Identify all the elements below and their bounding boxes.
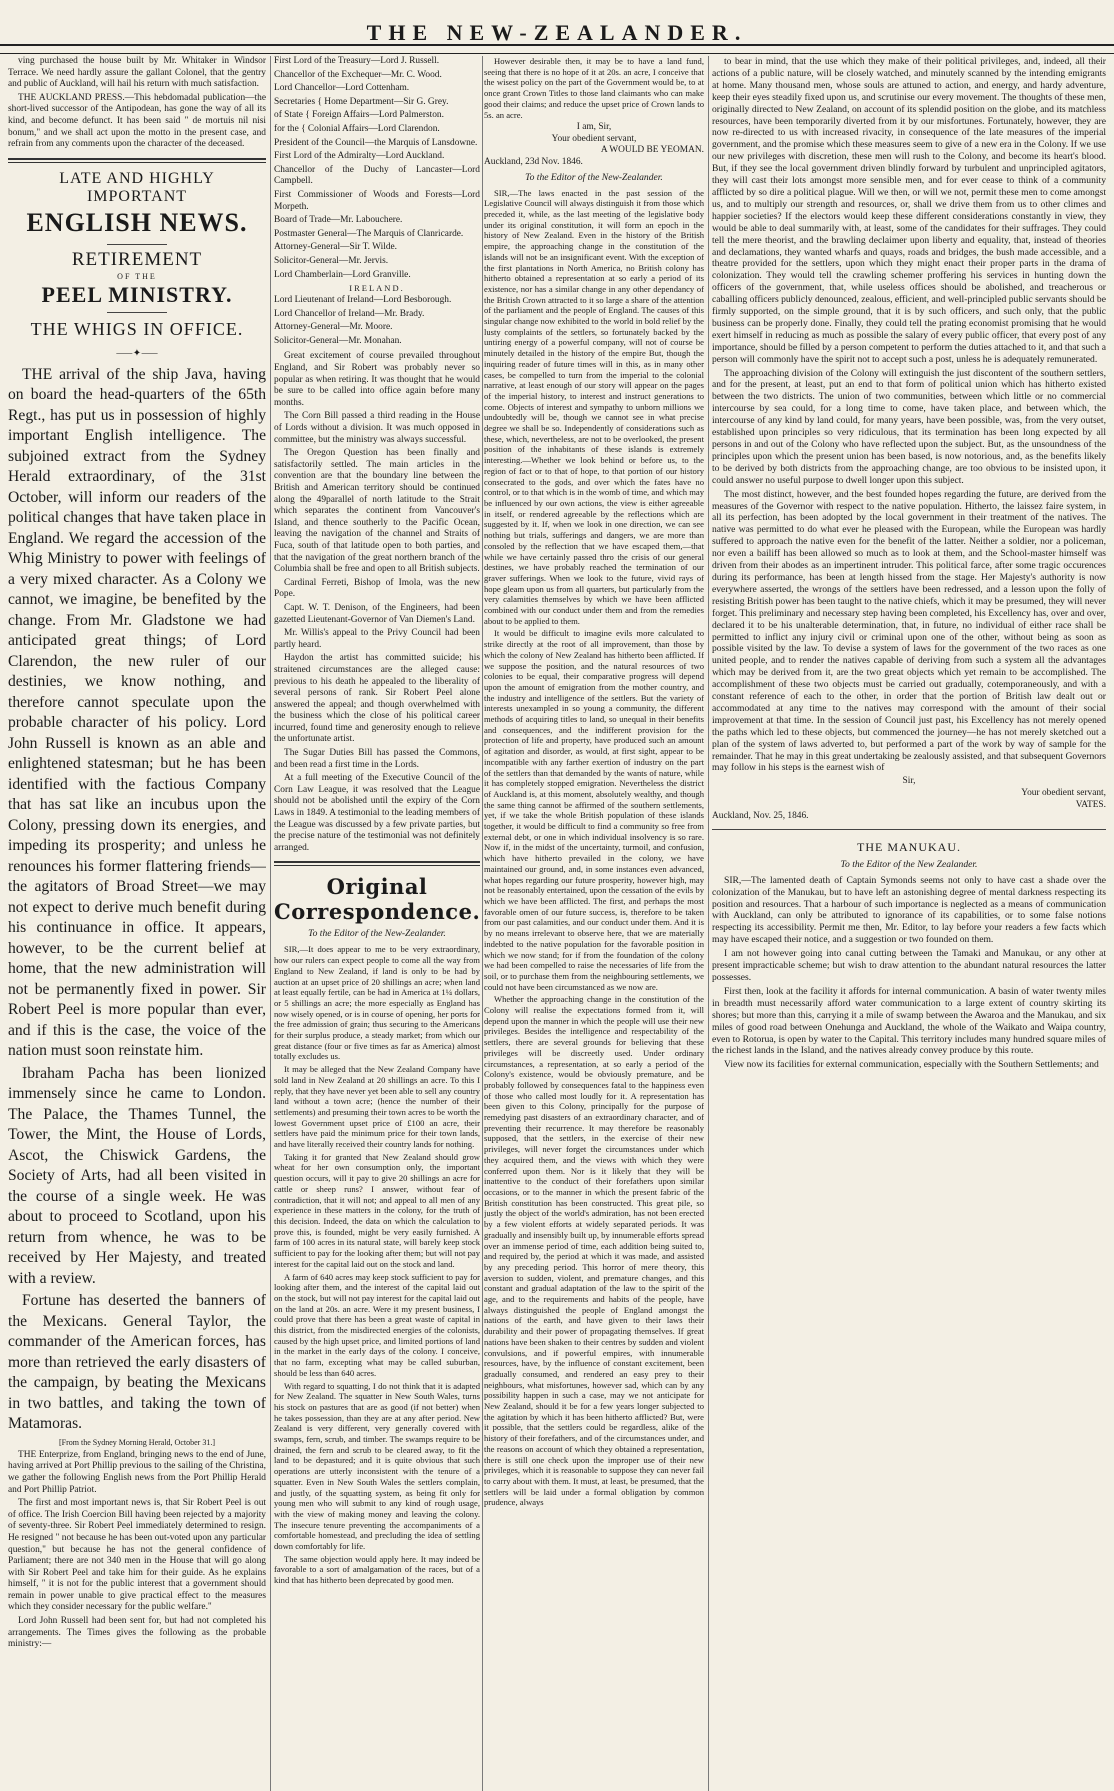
paragraph: Lord John Russell had been sent for, but had not completed his arrangements. The Times gives the following as the probable ministry:— [8, 1616, 266, 1650]
paragraph: First then, look at the facility it affords for internal communication. A basin of water twenty miles in breadth must necessarily afford water communication to a large extent of country skirting its shores; but more than this, carrying it a mile of swamp between the Awaroa and the Manukau, and six miles of good road between Onehunga and Auckland, the whole of the Waikato and Waipa country, even to Rotorua, is open by water to the Capital. This territory includes many hundred square miles of the richest lands in the Island, and the natives already convey produce by this route. [712, 985, 1106, 1057]
to-editor-line: To the Editor of the New Zealander. [840, 858, 978, 870]
paragraph: Cardinal Ferreti, Bishop of Imola, was the new Pope. [274, 577, 480, 600]
headline-of-the: OF THE [117, 271, 157, 281]
signoff-date: Auckland, Nov. 25, 1846. [712, 811, 809, 822]
ministry-line: Chancellor of the Exchequer—Mr. C. Wood. [274, 69, 442, 80]
paragraph: THE AUCKLAND PRESS.—This hebdomadal publication—the short-lived successor of the Antipodean, has gone the way of all its kind, and become defunct. It has been said " de mortuis nil nisi bonum," and we shall act upon the motto in the present case, and refrain from any comments upon the character of the deceased. [8, 92, 266, 150]
paragraph: The Corn Bill passed a third reading in the House of Lords without a division. It was much opposed in committee, but the ministry was always successful. [274, 411, 480, 445]
paragraph: The Sugar Duties Bill has passed the Commons, and been read a first time in the Lords. [274, 748, 480, 770]
ministry-line: Solicitor-General—Mr. Jervis. [274, 255, 389, 266]
paragraph: However desirable then, it may be to have a land fund, seeing that there is no hope of it at 20s. an acre, I conceive that the wisest policy on the part of the Government would be, to at once grant Crown Titles to those land claimants who can make good their claims; and reduce the upset price of Crown lands to 5s. an acre. [484, 56, 704, 120]
paragraph: The most distinct, however, and the best founded hopes regarding the future, are derived from the measures of the Governor with respect to the native population. Hitherto, the laissez faire system, in all its perfection, has been adopted by the local government in their treatment of the natives. The native was permitted to do what ever he pleased with the European, while the European was hardly suffered to approach the native even for the benefit of the latter. Neither a soldier, nor a policeman, nor even a bailiff has been allowed so much as to look at them, and the School-master himself was driven from their abodes as an impertinent intruder. This political farce, after some tragic occurences during its performance, has been at length hissed from the stage. Her Majesty's authority is now everywhere asserted, the wrongs of the settlers have been redressed, and a lesson upon the folly of resisting British power has been taught to the native chiefs, which it may be presumed, they will never forget. This preliminary and necessary step having been completed, his Excellency has, over and over, declared it to be his unalterable determination, that, in future, no individual of either race shall be permitted to inflict any injury civil or criminal upon one of the other, without being as soon as possible visited by the law. To devise a system of laws for the government of the two races as one united people, and to render the natives capable of deriving from such a system all the advantages which may be derived from it, are the two great objects which yet remain to be accomplished. The accomplishment of these two objects must be carried out gradually, cotemporaneously, and with a constant reference of each to the other, in order that the portion of British law dealt out or accommodated at any time to the natives may correspond with the amount of their social improvement at that time. In the session of Council just past, his Excellency has not merely opened the paths which led to these objects, but commenced the journey—he has not merely sketched out a plan of the system of laws adverted to, but performed a part of the work by way of sample for the remainder. That he may in this great undertaking be zealously assisted, and that subsequent Governors may follow in his steps is the earnest wish of [712, 488, 1106, 774]
paragraph: I am not however going into canal cutting between the Tamaki and Manukau, or any other at present impracticable scheme; but wish to draw attention to the abundant natural resources the latter possesses. [712, 948, 1106, 983]
paragraph: A farm of 640 acres may keep stock sufficient to pay for looking after them, and the interest of the capital laid out on the stock, but will not pay interest for the capital laid out on the land at 20s. an acre. Were it my present business, I could prove that there has been a great waste of capital in this district, from the misdirected energies of the colonists, caused by the high upset price, and limited portions of land in the market in the early days of the colony. I conceive, that no farm, excepting what may be called suburban, should be less than 640 acres. [274, 1271, 480, 1378]
letter-legislative [484, 188, 704, 1508]
column-1 [8, 56, 266, 1791]
column-3 [484, 56, 704, 1791]
masthead-rule [0, 44, 1114, 54]
paragraph: Taking it for granted that New Zealand should grow wheat for her own consumption only, the important question occurs, will it pay to give 20 shillings an acre for cattle or sheep runs? I answer, without fear of contradiction, that it will not; and appeal to all men of any experience in these matters in the colony, for the truth of this decision. Indeed, the data on which the calculation to prove this, is founded, might be very easily furnished. A farm of 100 acres in its natural state, will barely keep stock sufficient to pay for the looking after them; but will not pay interest for the capital laid out on the stock and land. [274, 1151, 480, 1269]
signoff-servant: Your obedient servant, [551, 133, 637, 144]
ministry-line: Lord Chancellor of Ireland—Mr. Brady. [274, 308, 425, 319]
paragraph: Mr. Willis's appeal to the Privy Council had been partly heard. [274, 628, 480, 650]
section-rule [712, 829, 1106, 830]
ministry-line: Solicitor-General—Mr. Monahan. [274, 335, 402, 346]
paragraph: View now its facilities for external communication, especially with the Southern Settlements; and [724, 1059, 1099, 1071]
paragraph: Whether the approaching change in the constitution of the Colony will realise the expectations formed from it, will depend upon the manner in which the people will use their new privileges. Besides the intelligence and respectability of the settlers, there are several grounds for believing that these privileges will be discreetly used. Under ordinary circumstances, a representation, at so early a period of the Colony's existence, would be obviously premature, and be probably followed by consequences fatal to the happiness even of those who called most loudly for it. A representation has been given to this Colony, principally for the purpose of remedying past disasters of an extraordinary character, and of preventing their recurrence. It may therefore be reasonably supposed, that the settlers, in the exercise of their new privileges, will never forget the circumstances under which they acquired them, and the views with which they were conferred upon them. Nor is it likely that they will be inattentive to the conduct of their forefathers upon similar occasions, or to the manner in which the present fabric of the British constitution has been constructed. This great pile, so justly the object of the world's admiration, has not been erected by a few violent efforts at widely separated periods. It was gradually and insensibly built up, by innumerable efforts spread over an immense period of time, each addition being suited to, and required by, the period at which it was made, and assisted by any preceding period. This horror of mere theory, this aversion to sudden, violent, and premature changes, and this constant and gradual adaptation of the law to the spirit of the age, and to the requirements and habits of the people, have always distinguished the people of England amongst the nations of the earth, and have given to their laws their durability and their power of propagating themselves. If great nations have been shaken to their centres by sudden and violent convulsions, and if powerful empires, with innumerable resources, have, by the influence of constant excitement, been gradually consumed, and rendered an easy prey to their neighbours, what misfortunes, however sad, which can by any possibility happen in such a case, may we not anticipate for New Zealand, should it be for a few years longer subjected to the agitation by which it has been hitherto afflicted? But, were it possible, that the settlers could be regardless, alike of the history of their forefathers, and of the circumstances under, and the reasons on account of which they obtained a representation, there is still one check upon the improper use of their new privileges, which it is reasonable to suppose they can never fail to carry about with them. It must, at least, be presumed, that the settlers will be laid under a formal obligation by common prudence, always [484, 994, 704, 1508]
paragraph: It may be alleged that the New Zealand Company have sold land in New Zealand at 20 shillings an acre. To this I reply, that they have never yet been able to sell any country land without a town acre; (hence the number of their settlements) and presuming their town acres to be worth the lowest Government upset price of £100 an acre, their settlers have paid the minimum price for their town lands, and have literally received their country lands for nothing. [274, 1064, 480, 1150]
col1-lead-article [8, 365, 266, 1435]
ministry-line: First Lord of the Admiralty—Lord Auckland. [274, 151, 445, 162]
ornament-icon: ⸺✦⸺ [115, 347, 159, 359]
signoff-sir: Sir, [902, 776, 916, 787]
manukau-heading: THE MANUKAU. [857, 839, 961, 854]
paragraph: THE Enterprize, from England, bringing news to the end of June, having arrived at Port Phillip previous to the sailing of the Christina, we gather the following English news from the Port Phillip Herald and Port Phillip Patriot. [8, 1449, 266, 1495]
paragraph: With regard to squatting, I do not think that it is adapted for New Zealand. The squatter in New South Wales, turns his stock on pastures that are as good (if not better) when he takes possession, than they are at any after period. New Zealand is very different, very generally covered with swamps, fern, scrub, and timber. The swamps require to be drained, the fern and scrub to be cleared away, to fit the land to be depastured; and it is quite obvious that such operations are utterly inconsistent with the tenure of a squatter. Even in New South Wales the settlers complain, and justly, of the squatting system, as being fit only for young men who will submit to any kind of rough usage, with the view of making money and leaving the colony. The insecure tenure preventing the accompaniments of a comfortable homestead, and precluding the idea of settling down comfortably for life. [274, 1380, 480, 1552]
headline-english-news: ENGLISH NEWS. [26, 207, 248, 237]
letter-yeoman [274, 944, 480, 1585]
signoff-date: Auckland, 23d Nov. 1846. [484, 157, 583, 167]
signoff-name: A WOULD BE YEOMAN. [600, 145, 704, 156]
paragraph: Haydon the artist has committed suicide; his straitened circumstances are the alleged cause: previous to his death he appealed to the liberality of several persons of rank. Sir Robert Peel alone answered the appeal; and though overwhelmed with the business which the close of his political career incurred, found time and generosity enough to relieve the unfortunate artist. [274, 653, 480, 745]
paragraph: to bear in mind, that the use which they make of their political privileges, and, indeed, all their actions of a public nature, will be closely watched, and minutely scanned by the intending emigrants at home. Many thousand men, whose souls are attuned to action, and energy, and hardy adventure, keep their eyes steadily fixed upon us, and scrutinise our every movement. The thoughts of these men, originally directed to New Zealand, on account of its splendid position on the globe, and its matchless resources, have been temporarily diverted from it by our misfortunes. Fortunately, however, they are now re-directed to us with increased rivacity, in consequence of the late measures of the imperial government, and the promise which these measures seem to give of a new era in the Colony. If we use our new privileges with discretion, these men will rush to the Colony, and become its heart's blood. But, if they see the local government driven blindly forward by turbulent and unprincipled agitators, they will cast their lots amongst more sensible men, and for ever cease to think of a community afflicted by so dire a political plague. Will we then, or will we not, permit these men to come amongst us, and to multiply our strength and resources, or, shall we drive them from us to other climes and happier societies? If the electors would keep these different considerations constantly in view, they would be able to deal summarily with, at least, some of the candidates for their suffrages. They could tell the mere theorist, and the brawling declaimer upon liberty and equality, that, instead of theories and declamations, they wanted wharfs and quays, roads and bridges, the bush made accessible, and a theatre provided for the settlers, upon which they might enact their proper parts in the drama of colonization. They would tell the crawling schemer proffering his services in hunting down the officers of the government, that, while useless offices should be abolished, and treacherous or caballing officers publicly denounced, zealous, efficient, and well-principled public servants should be firmly supported, on the simple ground, that it is by such officers, and such only, that the public business can be properly done. Finally, they could tell the prating economist promising that he would exert himself in reducing as much as possible the salary of every public officer, that every post of any importance, should be filled by a person competent to perform the duties attached to it, and that such a person will commonly have the spirit not to accept such a post, unless he is adequately remunerated. [712, 56, 1106, 365]
paragraph: The first and most important news is, that Sir Robert Peel is out of office. The Irish Coercion Bill having been rejected by a majority of seventy-three. Sir Robert Peel immediately determined to resign. He resigned " not because he has been out-voted upon any particular question," but because he has not the general confidence of Parliament; there are not 340 men in the House that will go along with Sir Robert Peel and take him for their guide. As he explains himself, " it is not for the public interest that a government should remain in power unable to give practical effect to the measures which they consider necessary for the public welfare." [8, 1498, 266, 1613]
ministry-line: Attorney-General—Sir T. Wilde. [274, 242, 398, 253]
ministry-list [274, 56, 480, 347]
column-4 [712, 56, 1106, 1791]
ministry-line: First Lord of the Treasury—Lord J. Russell. [274, 56, 440, 66]
ministry-line: Secretaries { Home Department—Sir G. Grey. [274, 96, 449, 107]
paragraph: At a full meeting of the Executive Council of the Corn Law League, it was resolved that the League should not be abolished until the expiry of the Corn Laws in 1849. A testimonial to the leading members of the League was discussed by a few private parties, but the precise nature of the testimonial was not definitely arranged. [274, 773, 480, 853]
signoff-name: VATES. [1075, 799, 1106, 810]
ministry-line: First Commissioner of Woods and Forests—Lord Morpeth. [274, 189, 480, 212]
paragraph: Fortune has deserted the banners of the Mexicans. General Taylor, the commander of the American forces, has more than retrieved the early disasters of the campaign, by beating the Mexicans in two battles, and taking the town of Matamoras. [8, 1292, 266, 1433]
ministry-line: Lord Lieutenant of Ireland—Lord Besborough. [274, 295, 452, 306]
letter-yeoman-continued [484, 56, 704, 120]
signoff-iam: I am, Sir, [576, 122, 612, 133]
headline-peel-ministry: PEEL MINISTRY. [41, 281, 233, 307]
paragraph: Great excitement of course prevailed throughout England, and Sir Robert was probably never so popular as when retiring. It was thought that he would be sure to be called into office again before many months. [274, 351, 480, 408]
paragraph: Ibraham Pacha has been lionized immensely since he came to London. The Palace, the Thames Tunnel, the Tower, the Mint, the House of Lords, Ascot, the Chiswick Gardens, the Society of Arts, had all been visited in the course of a single week. He was about to proceed to Scotland, upon his return from whence, he was to be received by Her Majesty, and treated with a review. [8, 1064, 266, 1287]
ministry-line: Postmaster General—The Marquis of Clanricarde. [274, 228, 464, 239]
paragraph: ving purchased the house built by Mr. Whitaker in Windsor Terrace. We need hardly assure the gallant Colonel, that the gentry and public of Auckland, will hail his return with much satisfaction. [8, 56, 266, 90]
letter-vates-continued [712, 56, 1106, 774]
to-editor-line: To the Editor of the New-Zealander. [525, 171, 663, 183]
paragraph: SIR,—The lamented death of Captain Symonds seems not only to have cast a shade over the colonization of the Manukau, but to have left an astonishing degree of mental darkness respecting its position and resources. That a harbour of such importance is neglected as a means of communication with Auckland, can only be attributed to ignorance of its capabilities, or to some false notions respecting its accessibility. Permit me then, Mr. Editor, to lay before your readers a few facts which may have escaped their notice, and a suggestion or two founded on them. [712, 874, 1106, 946]
ministry-line: for the { Colonial Affairs—Lord Clarendon. [274, 123, 440, 134]
paragraph: Capt. W. T. Denison, of the Engineers, had been gazetted Lieutenant-Governor of Van Diemen's Land. [274, 602, 480, 625]
paragraph: SIR,—The laws enacted in the past session of the Legislative Council will always distinguish it from those which preceded it, while, as the last meeting of the legislative body under its original constitution, it will form an epoch in the history of New Zealand. Even in the history of the British empire, the approaching change in the constitution of the islands will not be an insignificant event. With the exception of the first plantations in North America, no British colony has hitherto obtained a representation at so early a period of its existence, nor has a similar change in any other dependancy of the British Crown attracted to it so large a share of the attention of the parliament and the people of England. The causes of this singular change now exhibited to the world in bold relief by the lusty complaints of the settlers, so fortunately backed by the untiring energy of a powerful company, will not of course be minutely detailed in the history of the empire But, though the inquiring reader of future times will in this, as in many other cases, be compelled to turn from the imperial to the colonial narrative, at least enough of our story will appear on the pages of the imperial history, to interest and instruct generations to come. Objects of interest and sympathy to unborn millions we undoubtedly will be, though we cannot see in what precise degree we shall be so. Independently of considerations such as these, which, nevertheless, are not to be overlooked, the present position of the inhabitants of these islands is extremely interesting.—Whether we look behind or before us, to the region of fact or to that of hope, to that portion of our history consecrated to the gods, and over which the fates have no control, or to that which is in the womb of time, and which may be influenced by our own actions, the view is either agreeable in itself, or rendered agreeable by the reflections which are suggested by it. If, when we look in one direction, we can see nothing but trials, sufferings and dangers, we are more than consoled by the reflection that we have escaped them,—that while we have certainly passed thro the crisis of our general destines, we have probably reached the termination of our graver sufferings. When we look to the future, vivid rays of hope gleam upon us from all quarters, but particularly from the very calamities themselves by which we have been afflicted combined with our conduct under them and from the remedies about to be applied to them. [484, 187, 704, 626]
ministry-line: Attorney-General—Mr. Moore. [274, 322, 393, 333]
letter-manukau [712, 875, 1106, 1072]
paragraph: The approaching division of the Colony will extinguish the just discontent of the southern settlers, and for the present, at least, put an end to that form of political union which has hitherto existed between the two districts. The union of two communities, between which little or no commercial intercourse by sea could, for a long time to come, have taken place, and between which, the intercourse of any kind by land could, for many years, have been possible, was, from the very outset, established upon principles so very ridiculous, that its termination has been long expected by all persons in and out of the Colony who have reflected upon the subject. But, as the unsoundness of the principles upon which the present union has been based, is now notorious, and, as the benefits likely to be derived by both districts from the approaching change, are too obvious to be insisted upon, it could answer no useful purpose to dwell longer upon this subject. [712, 367, 1106, 486]
col1-top-paragraphs [8, 56, 266, 151]
ministry-line: Chancellor of the Duchy of Lancaster—Lord Campbell. [274, 164, 480, 187]
col2-news [274, 351, 480, 854]
paragraph: SIR,—It does appear to me to be very extraordinary, how our rulers can expect people to come all the way from England to New Zealand, if land is only to be had by auction at an upset price of 20 shillings an acre; when land at least equally fertile, can be had in America at 1¼ dollars, or 5 shillings an acre; the more especially as England has now wisely opened, or is in course of opening, her ports for the free admission of grain; thus securing to the Americans for their surplus produce, a steady market; from which our great distance (four or five times as far as America) almost totally excludes us. [274, 944, 480, 1062]
masthead [0, 0, 1114, 46]
ministry-line: President of the Council—the Marquis of Lansdowne. [274, 137, 478, 148]
original-correspondence-heading: Original Correspondence. [274, 874, 480, 925]
ministry-line: Board of Trade—Mr. Labouchere. [274, 215, 403, 226]
paragraph: It would be difficult to imagine evils more calculated to strike directly at the root of all improvement, than those by which the colony of New Zealand has hitherto been afflicted. If we suppose the position, and the natural resources of two colonies to be equal, their comparative progress will depend upon the amount of emigration from the mother country, and the industry and intelligence of the settlers. But the variety of interests unexampled in so young a community, the different methods of acquiring titles to land, so unequal in their benefits and consequences, and the indifferent provision for the protection of life and property, have produced such an amount of agitation and disorder, as would, at first sight, appear to be incompatible with any farther exertion of industry on the part of the settlers than that demanded by the wants of nature, while it has completely stopped emigration. Nevertheless the district of Auckland is, at this moment, absolutely wealthy, and though the same thing cannot be affirmed of the southern settlements, yet, if we take the whole British population of these islands together, it would be difficult to find a community so free from external debt, or one in which individual insolvency is so rare. Now if, in the midst of the uncertainty, turmoil, and confusion, which have hitherto prevailed in the colony, we have maintained our ground, and, in some instances even advanced, what hopes regarding our future prosperity, however high, may not be reasonably entertained, upon the cessation of the evils by which we have been afflicted. The first, and perhaps the most favorable omen of our future success, is, therefore to be taken from our past calamities, and our conduct under them. And it is by no means irrelevant to observe here, that we are materially indebted to the native population for the favorable position in which we now stand; for if from the foundation of the colony we had been compelled to raise the necessaries of life from the soil, or to purchase them from the neighbouring settlements, we could not have been circumstanced as we now are. [484, 628, 704, 992]
ministry-line: of State { Foreign Affairs—Lord Palmerston. [274, 110, 444, 121]
ireland-label: IRELAND. [349, 283, 405, 294]
source-line: [From the Sydney Morning Herald, October 31.] [59, 1437, 215, 1447]
headline-whigs: THE WHIGS IN OFFICE. [30, 318, 244, 339]
section-rule [274, 861, 480, 866]
to-editor-line: To the Editor of the New-Zealander. [308, 928, 446, 940]
paragraph: THE arrival of the ship Java, having on board the head-quarters of the 65th Regt., has put us in possession of highly important English intelligence. The subjoined extract from the Sydney Herald extraordinary, of the 31st October, will inform our readers of the political changes that have taken place in England. We regard the accession of the Whig Ministry to power with feelings of a very mixed character. As a Colony we cannot, we imagine, be benefited by the change. From Mr. Gladstone we had anticipated great things; of Lord Clarendon, the new ruler of our destinies, we know nothing, and therefore cannot speculate upon the probable character of his policy. Lord John Russell is known as an able and enlightened statesman; but he has been identified with the factious Company that has sat like an incubus upon the Colony, pressing down its energies, and impeding its prosperity; and unless he renounces his former flattering friends—the agitators of Broad Street—we may not expect to derive much benefit during his continuance in office. It appears, however, to be the current belief at home, that the new administration will not be permanently fixed in power. Sir Robert Peel is more popular than ever, and if this is the case, the voice of the nation must soon reinstate him. [8, 365, 266, 1060]
col1-bottom-paragraphs [8, 1450, 266, 1651]
paragraph: The Oregon Question has been finally and satisfactorily settled. The main articles in the convention are that the boundary line between the British and American territory should be continued along the 49parallel of north latitude to the Strait which separates the continent from Vancouver's Island, and thence southerly to the Pacific Ocean, leaving the navigation of the channel and Straits of Fuca, south of that latitude open to both parties, and that the navigation of the great northern branch of the Columbia shall be free and open to all British subjects. [274, 448, 480, 575]
short-rule [107, 244, 167, 245]
signoff-servant: Your obedient servant, [1021, 787, 1106, 798]
paragraph: The same objection would apply here. It may indeed be favorable to a sort of amalgamation of the races, but of a kind that has hitherto been deprecated by good men. [274, 1553, 480, 1586]
column-2 [274, 56, 480, 1791]
short-rule [107, 312, 167, 313]
ministry-line: Lord Chancellor—Lord Cottenham. [274, 83, 410, 94]
headline-retirement: RETIREMENT [71, 248, 203, 270]
masthead-title: THE NEW-ZEALANDER. [366, 20, 748, 45]
ministry-line: Lord Chamberlain—Lord Granville. [274, 269, 411, 280]
headline-late: LATE AND HIGHLY IMPORTANT [59, 169, 215, 205]
section-rule [8, 158, 266, 163]
